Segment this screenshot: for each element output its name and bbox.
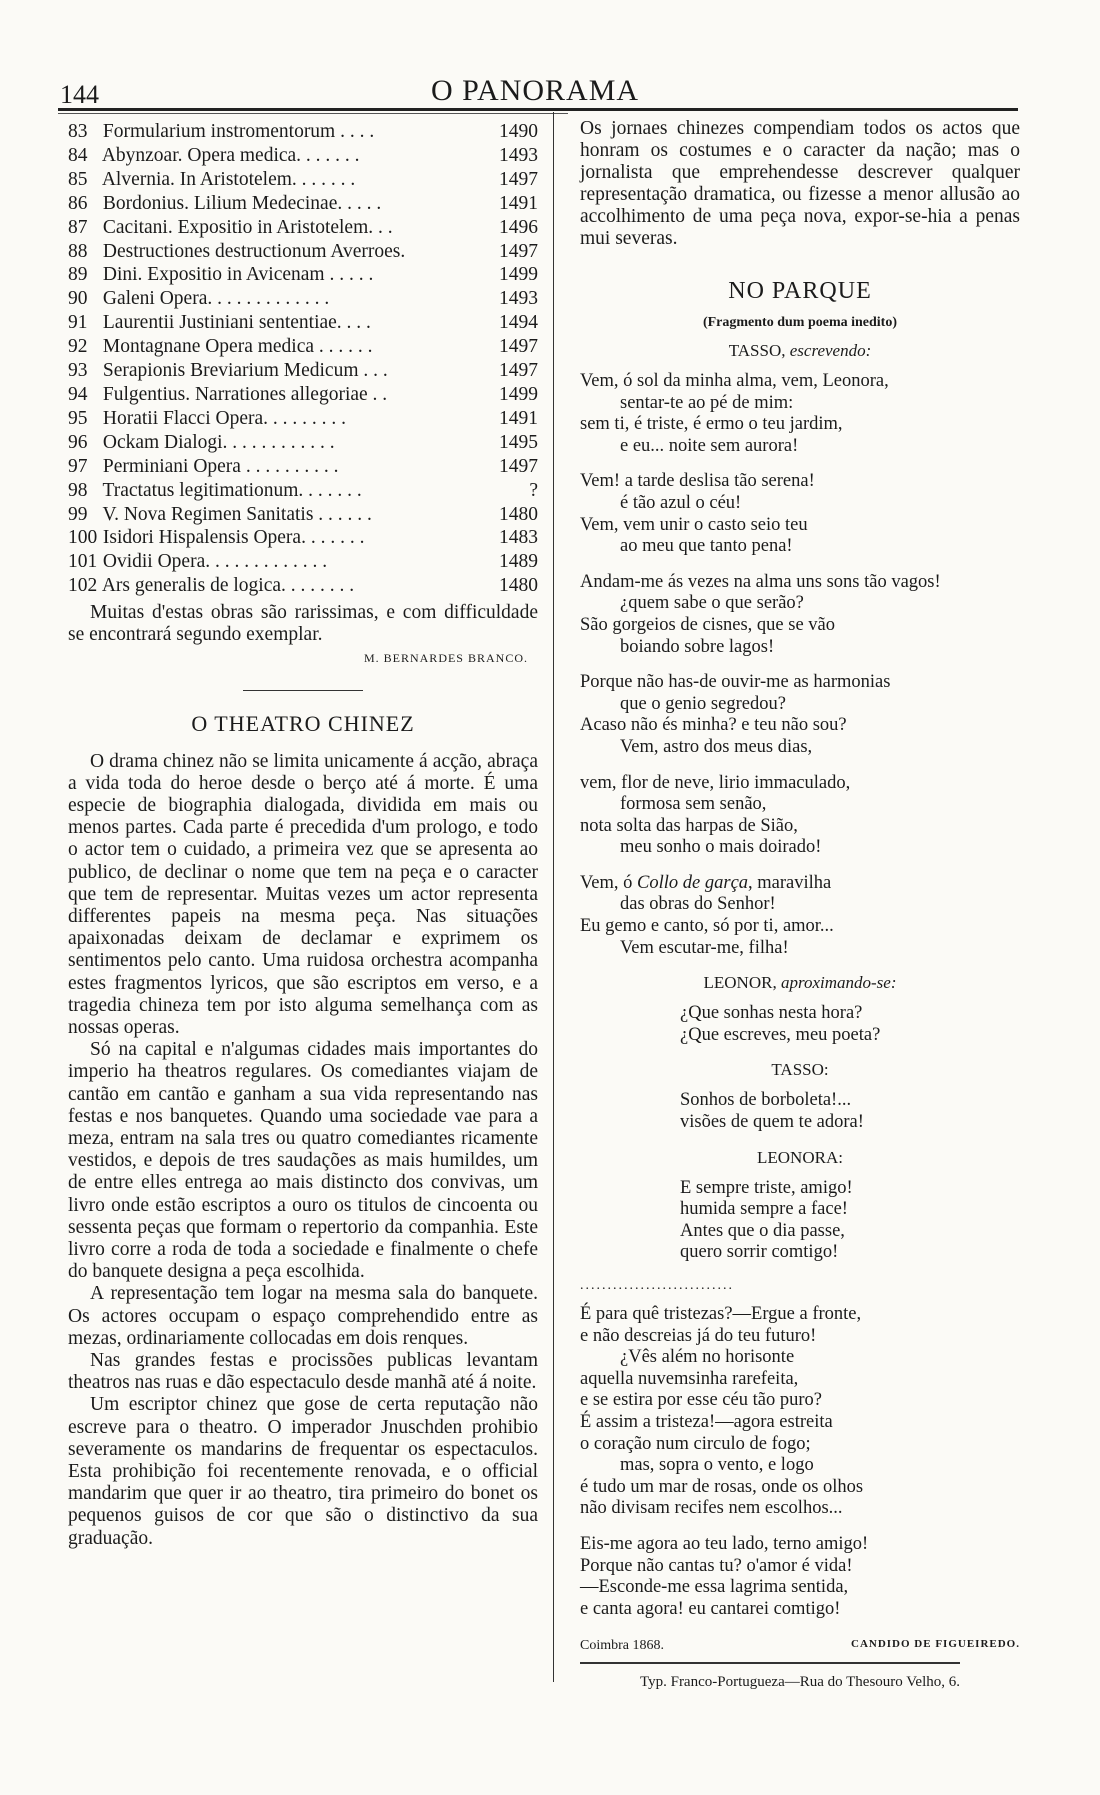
verse-line: aquella nuvemsinha rarefeita, xyxy=(580,1368,799,1389)
entry-title xyxy=(68,574,354,598)
entry-number: 91 xyxy=(68,312,88,334)
verse-line: e eu... noite sem aurora! xyxy=(620,435,799,456)
running-title: O PANORAMA xyxy=(430,74,640,107)
entry-year: 1497 xyxy=(499,240,538,262)
verse-line: ¿quem sabe o que serão? xyxy=(620,593,804,614)
verse-line: formosa sem senão, xyxy=(620,794,767,815)
entry-title xyxy=(68,311,371,335)
entry-title xyxy=(68,479,362,503)
catalogue-entry xyxy=(68,168,538,192)
verse-line: Porque não has-de ouvir-me as harmonias xyxy=(580,672,891,693)
verse-line: não divisam recifes nem escolhos... xyxy=(580,1498,843,1519)
article-continuation: Os jornaes chinezes compendiam todos os actos que honram os costumes e o caracter da nação; mas o jornalista que emprehendesse descrever qualquer representação dramatica, ou fizesse a menor allusão ao accolhimento de uma peça nova, expor-se-hia a penas mui severas. xyxy=(580,118,1020,249)
entry-number: 90 xyxy=(68,288,88,310)
entry-title xyxy=(68,407,346,431)
speaker-tasso-2: TASSO: xyxy=(771,1060,829,1080)
entry-title xyxy=(68,240,405,264)
verse-line: ¿Que escreves, meu poeta? xyxy=(680,1024,881,1045)
entry-text: Ovidii Opera. . . . . . . . . . . . . xyxy=(102,551,328,573)
poem-stanza xyxy=(580,672,1020,758)
stage-direction: aproximando-se: xyxy=(780,973,897,993)
verse-line: Vem, ó sol da minha alma, vem, Leonora, xyxy=(580,371,889,391)
verse-line xyxy=(580,873,1020,895)
entry-year: 1489 xyxy=(499,551,538,573)
verse-line: Vem! a tarde deslisa tão serena! xyxy=(580,471,815,492)
catalogue-entry xyxy=(68,240,538,264)
catalogue-entry xyxy=(68,263,538,287)
verse-line: Eu gemo e canto, só por ti, amor... xyxy=(580,916,834,937)
catalogue-entry xyxy=(68,526,538,550)
entry-year: 1494 xyxy=(499,312,538,334)
catalogue-entry xyxy=(68,311,538,335)
article-paragraph: Nas grandes festas e procissões publicas levantam theatros nas ruas e dão espectaculo desde manhã até á noite. xyxy=(68,1350,538,1394)
catalogue-entry xyxy=(68,120,538,144)
catalogue-entry xyxy=(68,407,538,431)
speaker-leonor xyxy=(580,973,1020,993)
entry-year: 1483 xyxy=(499,527,538,549)
article-paragraph: Um escriptor chinez que gose de certa reputação não escreve para o theatro. O imperador Jnuschden prohibio severamente os mandarins de frequentar os espectaculos. Esta prohibição foi recentemente renovada, e o official mandarim que quer ir ao theatro, tira primeiro do bonet os pequenos guisos de cor que são o distinctivo da sua graduação. xyxy=(68,1394,538,1549)
verse-line: Vem, vem unir o casto seio teu xyxy=(580,514,808,535)
verse-text: , maravilha xyxy=(748,872,832,893)
catalogue-entry xyxy=(68,216,538,240)
verse-line: nota solta das harpas de Sião, xyxy=(580,815,798,836)
article-paragraph: A representação tem logar na mesma sala do banquete. Os actores occupam o espaço comprehendido entre as mezas, ordinariamente collocadas em dois renques. xyxy=(68,1283,538,1349)
verse-line: é tudo um mar de rosas, onde os olhos xyxy=(580,1476,864,1497)
entry-title xyxy=(68,503,372,527)
speaker-tasso xyxy=(580,341,1020,361)
entry-year: 1497 xyxy=(499,336,538,358)
entry-number: 102 xyxy=(68,575,98,597)
verse-line: ¿Que sonhas nesta hora? xyxy=(680,1003,863,1024)
poem-stanza xyxy=(580,1534,1020,1620)
entry-text: Serapionis Breviarium Medicum . . . xyxy=(102,360,388,382)
entry-text: Dini. Expositio in Avicenam . . . . . xyxy=(102,264,374,286)
catalogue-entry xyxy=(68,383,538,407)
catalogue-signature: M. BERNARDES BRANCO. xyxy=(363,650,528,665)
entry-text: Abynzoar. Opera medica. . . . . . . xyxy=(101,144,360,166)
entry-title xyxy=(68,455,338,479)
entry-year: 1480 xyxy=(499,503,538,525)
entry-year: 1499 xyxy=(499,264,538,286)
verse-line: e se estira por esse céu tão puro? xyxy=(580,1390,822,1411)
speaker-leonora: LEONORA: xyxy=(757,1147,843,1167)
printer-imprint: Typ. Franco-Portugueza—Rua do Thesouro Velho, 6. xyxy=(639,1674,960,1691)
left-column xyxy=(68,120,538,1550)
entry-year: 1493 xyxy=(499,144,538,166)
entry-number: 100 xyxy=(68,527,98,549)
entry-title xyxy=(68,550,327,574)
entry-number: 89 xyxy=(68,264,88,286)
verse-line: vem, flor de neve, lirio immaculado, xyxy=(580,772,851,793)
ellipsis-line: ............................ xyxy=(580,1278,734,1293)
verse-line: é tão azul o céu! xyxy=(620,492,742,513)
footer-rule xyxy=(580,1662,960,1664)
poem-stanza xyxy=(580,773,1020,859)
poem-stanza xyxy=(580,471,1020,557)
entry-title xyxy=(68,287,329,311)
entry-number: 85 xyxy=(68,168,88,190)
poem-subtitle: (Fragmento dum poema inedito) xyxy=(702,315,898,330)
entry-text: Fulgentius. Narrationes allegoriae . . xyxy=(102,383,388,405)
entry-year: 1480 xyxy=(499,575,538,597)
entry-title xyxy=(68,335,373,359)
catalogue-entry xyxy=(68,335,538,359)
verse-line: sem ti, é triste, é ermo o teu jardim, xyxy=(580,414,843,435)
verse-line: sentar-te ao pé de mim: xyxy=(620,392,794,413)
entry-title xyxy=(68,263,373,287)
entry-number: 101 xyxy=(68,551,98,573)
entry-title xyxy=(68,359,388,383)
entry-year: 1496 xyxy=(499,216,538,238)
place-date: Coimbra 1868. xyxy=(580,1638,664,1654)
entry-number: 92 xyxy=(68,336,88,358)
entry-text: Perminiani Opera . . . . . . . . . . xyxy=(102,455,339,477)
entry-text: Cacitani. Expositio in Aristotelem. . . xyxy=(102,216,393,238)
entry-year: 1497 xyxy=(499,455,538,477)
verse-line: o coração num circulo de fogo; xyxy=(580,1433,811,1454)
entry-text: V. Nova Regimen Sanitatis . . . . . . xyxy=(102,503,372,525)
entry-year: ? xyxy=(529,479,538,501)
poem-stanza xyxy=(580,1304,1020,1520)
entry-text: Alvernia. In Aristotelem. . . . . . . xyxy=(101,168,356,190)
verse-line: Vem escutar-me, filha! xyxy=(620,937,789,958)
catalogue-entry xyxy=(68,192,538,216)
verse-line: Antes que o dia passe, xyxy=(680,1220,845,1241)
entry-number: 98 xyxy=(68,479,88,501)
entry-text: Ockam Dialogi. . . . . . . . . . . . xyxy=(102,431,335,453)
poem-stanza xyxy=(680,1090,920,1133)
stage-direction: escrevendo: xyxy=(789,341,872,360)
catalogue-entry xyxy=(68,550,538,574)
verse-line: São gorgeios de cisnes, que se vão xyxy=(580,614,836,635)
entry-title xyxy=(68,216,393,240)
verse-line: mas, sopra o vento, e logo xyxy=(620,1455,814,1476)
verse-line: ¿Vês além no horisonte xyxy=(620,1347,795,1368)
poem-stanza xyxy=(680,1178,920,1264)
catalogue-note: Muitas d'estas obras são rarissimas, e com difficuldade se encontrará segundo exemplar. xyxy=(68,602,538,646)
entry-number: 97 xyxy=(68,455,88,477)
verse-line: Acaso não és minha? e teu não sou? xyxy=(580,715,847,736)
poem-stanza xyxy=(580,873,1020,959)
entry-text: Galeni Opera. . . . . . . . . . . . . xyxy=(102,288,330,310)
entry-text: Laurentii Justiniani sententiae. . . . xyxy=(102,312,371,334)
entry-title xyxy=(68,526,364,550)
entry-year: 1491 xyxy=(499,407,538,429)
header-rule-thin xyxy=(58,113,568,114)
entry-title xyxy=(68,431,335,455)
catalogue-entry xyxy=(68,359,538,383)
entry-text: Bordonius. Lilium Medecinae. . . . . xyxy=(102,192,382,214)
entry-text: Ars generalis de logica. . . . . . . . xyxy=(101,575,355,597)
entry-year: 1497 xyxy=(499,360,538,382)
book-catalogue xyxy=(68,120,538,598)
catalogue-entry xyxy=(68,503,538,527)
verse-line: das obras do Senhor! xyxy=(620,894,776,915)
article-title: O THEATRO CHINEZ xyxy=(191,710,415,736)
verse-line: É para quê tristezas?—Ergue a fronte, xyxy=(580,1304,862,1324)
page-header xyxy=(60,70,1010,110)
section-divider xyxy=(243,690,363,691)
entry-number: 87 xyxy=(68,216,88,238)
poem-stanza xyxy=(680,1003,920,1046)
entry-text: Destructiones destructionum Averroes. xyxy=(102,240,406,262)
entry-number: 84 xyxy=(68,144,88,166)
right-column xyxy=(580,118,1020,1691)
entry-title xyxy=(68,168,355,192)
verse-line: —Esconde-me essa lagrima sentida, xyxy=(580,1577,849,1598)
entry-number: 96 xyxy=(68,431,88,453)
entry-number: 94 xyxy=(68,383,88,405)
verse-line: E sempre triste, amigo! xyxy=(680,1177,853,1198)
verse-line: quero sorrir comtigo! xyxy=(680,1242,839,1263)
article-paragraph: Só na capital e n'algumas cidades mais importantes do imperio ha theatros regulares. Os comediantes viajam de cantão em cantão e ganham a sua vida representando nas festas e nos banquetes. Quando uma sociedade vae para a meza, entram na sala tres ou quatro comediantes ricamente vestidos, e depois de tres saudações as mais humildes, um de entre elles entrega ao mais distincto dos convivas, um livro onde estão escriptos a ouro os titulos de cincoenta ou sessenta peças que formam o repertorio da companhia. Este livro corre a roda de toda a sociedade e finalmente o chefe do banquete designa a peça escolhida. xyxy=(68,1039,538,1283)
verse-line: Andam-me ás vezes na alma uns sons tão vagos! xyxy=(580,571,941,592)
catalogue-entry xyxy=(68,574,538,598)
entry-text: Isidori Hispalensis Opera. . . . . . . xyxy=(102,527,365,549)
poem-stanza xyxy=(580,572,1020,658)
entry-title xyxy=(68,144,360,168)
poem-footer xyxy=(580,1638,1020,1654)
verse-emphasis: Collo de garça xyxy=(637,872,749,893)
entry-title xyxy=(68,383,387,407)
entry-text: Horatii Flacci Opera. . . . . . . . . xyxy=(102,407,347,429)
poem-title: NO PARQUE xyxy=(728,278,872,304)
verse-line: Vem, astro dos meus dias, xyxy=(620,736,813,757)
entry-title xyxy=(68,120,374,144)
verse-line: Eis-me agora ao teu lado, terno amigo! xyxy=(580,1533,869,1554)
catalogue-entry xyxy=(68,455,538,479)
verse-line: ao meu que tanto pena! xyxy=(620,536,793,557)
header-rule xyxy=(58,108,1018,111)
verse-line: É assim a tristeza!—agora estreita xyxy=(580,1411,833,1432)
verse-line: e não descreias já do teu futuro! xyxy=(580,1325,817,1346)
entry-title xyxy=(68,192,381,216)
verse-line: humida sempre a face! xyxy=(680,1199,848,1220)
column-separator xyxy=(553,112,554,1682)
verse-line: Sonhos de borboleta!... xyxy=(680,1090,852,1111)
verse-line: e canta agora! eu cantarei comtigo! xyxy=(580,1598,841,1619)
entry-number: 99 xyxy=(68,503,88,525)
entry-year: 1499 xyxy=(499,383,538,405)
entry-number: 83 xyxy=(68,121,88,142)
catalogue-entry xyxy=(68,287,538,311)
verse-line: Porque não cantas tu? o'amor é vida! xyxy=(580,1555,853,1576)
entry-number: 86 xyxy=(68,192,88,214)
entry-year: 1497 xyxy=(499,168,538,190)
page-number: 144 xyxy=(60,80,99,109)
speaker-name: TASSO, xyxy=(728,341,786,360)
verse-line: que o genio segredou? xyxy=(620,693,786,714)
entry-year: 1491 xyxy=(499,192,538,214)
entry-number: 88 xyxy=(68,240,88,262)
poem-stanza xyxy=(580,371,1020,457)
verse-line: boiando sobre lagos! xyxy=(620,636,775,657)
article-paragraph: O drama chinez não se limita unicamente á acção, abraça a vida toda do heroe desde o berço até á morte. É uma especie de biographia dialogada, dividida em mais ou menos partes. Cada parte é precedida d'um prologo, e todo o actor tem o cuidado, a primeira vez que se apresenta ao publico, de declinar o nome que tem na peça e o caracter que tem de representar. Muitas vezes um actor representa differentes papeis na mesma peça. Nas situações apaixonadas deixam de declamar e exprimem os sentimentos pelo canto. Uma ruidosa orchestra acompanha estes fragmentos lyricos, que são escriptos em verso, e a tragedia chineza tem por isto alguma semelhança com as nossas operas. xyxy=(68,750,538,1038)
entry-year: 1495 xyxy=(499,431,538,453)
entry-year: 1490 xyxy=(499,121,538,142)
entry-number: 93 xyxy=(68,360,88,382)
verse-text: Vem, ó xyxy=(580,872,638,893)
catalogue-entry xyxy=(68,144,538,168)
poem-author: CANDIDO DE FIGUEIREDO. xyxy=(851,1638,1020,1651)
catalogue-entry xyxy=(68,431,538,455)
entry-text: Montagnane Opera medica . . . . . . xyxy=(102,336,373,358)
entry-year: 1493 xyxy=(499,288,538,310)
entry-number: 95 xyxy=(68,407,88,429)
entry-text: Tractatus legitimationum. . . . . . . xyxy=(102,479,362,501)
catalogue-entry xyxy=(68,479,538,503)
entry-text: Formularium instromentorum . . . . xyxy=(102,121,375,142)
speaker-name: LEONOR, xyxy=(703,973,777,993)
verse-line: visões de quem te adora! xyxy=(680,1112,864,1133)
verse-line: meu sonho o mais doirado! xyxy=(620,837,822,858)
